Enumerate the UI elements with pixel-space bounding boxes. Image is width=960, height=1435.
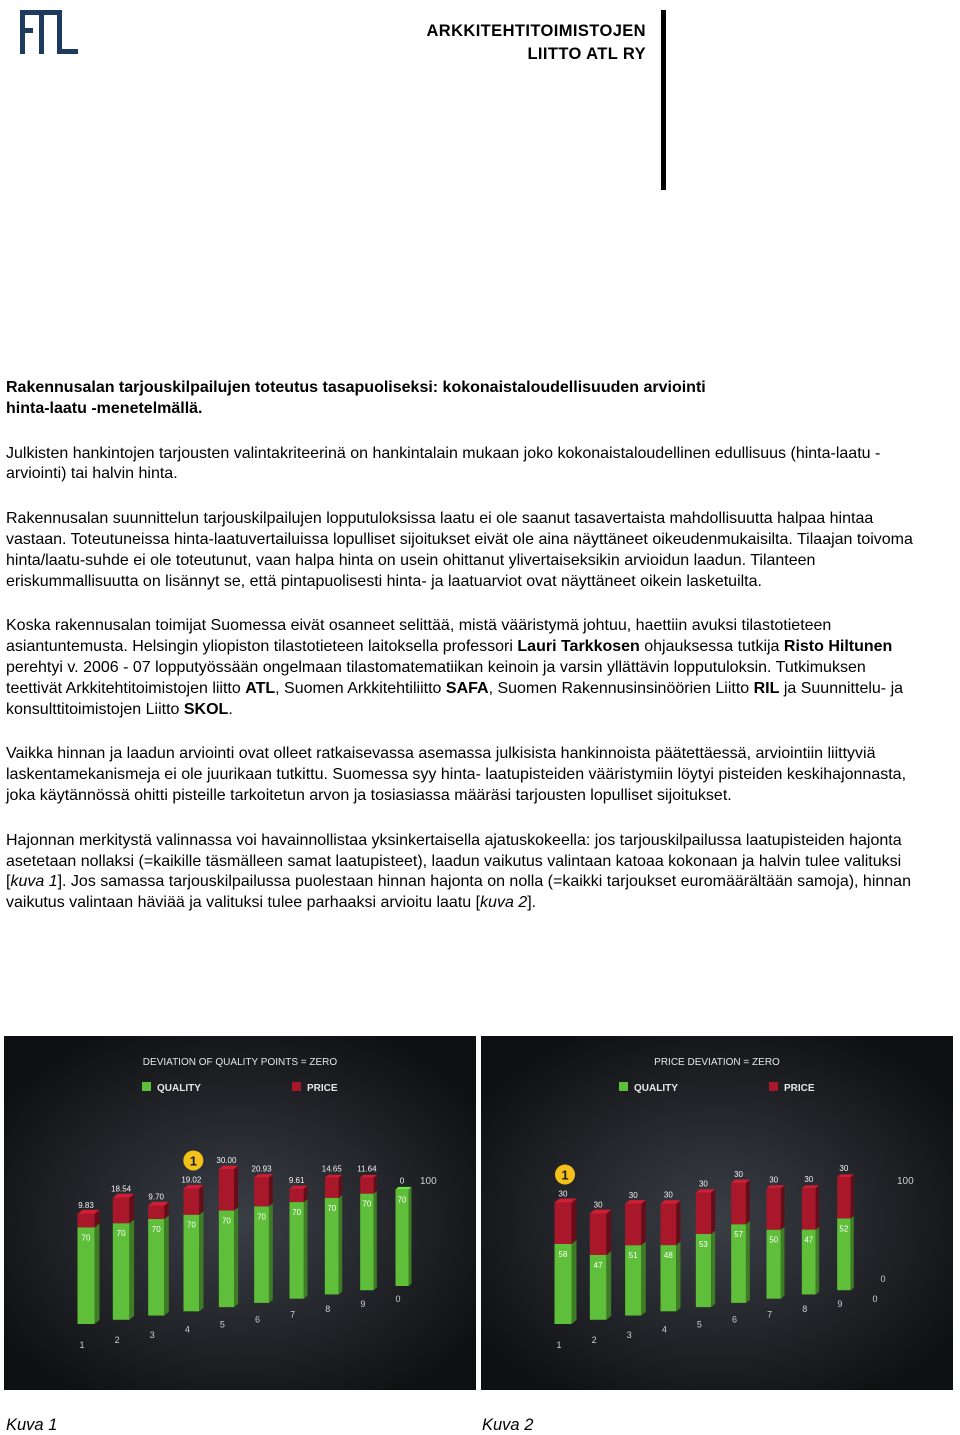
category-label-1: 1 — [556, 1340, 562, 1350]
figure-1-caption: Kuva 1 — [6, 1416, 58, 1434]
bar-price-value-7: 9.61 — [288, 1175, 305, 1185]
bar-price-3 — [625, 1204, 641, 1245]
bar-price-side-8 — [339, 1175, 342, 1198]
category-label-5: 5 — [696, 1319, 702, 1330]
org-name-line2: LIITTO ATL RY — [527, 45, 646, 63]
reference-label: 100 — [420, 1176, 437, 1187]
bar-price-side-5 — [234, 1166, 238, 1211]
bar-zero-label-0: 0 — [880, 1274, 886, 1284]
bar-price-value-6: 30 — [734, 1169, 744, 1179]
category-label-9: 9 — [837, 1299, 843, 1310]
bar-price-5 — [696, 1193, 711, 1234]
bar-price-side-9 — [374, 1175, 377, 1194]
bar-group-8 — [802, 1175, 819, 1314]
bar-price-value-3: 30 — [628, 1190, 638, 1200]
bar-price-2 — [113, 1198, 130, 1224]
legend-swatch-price — [292, 1082, 301, 1091]
category-label-4: 4 — [661, 1324, 667, 1335]
bar-price-side-2 — [129, 1194, 134, 1223]
p3-text-b: ohjauksessa tutkija — [639, 638, 784, 656]
category-label-6: 6 — [732, 1314, 738, 1325]
bar-price-side-7 — [781, 1185, 785, 1229]
bar-quality-side-4 — [676, 1242, 680, 1312]
bar-quality-value-9: 70 — [362, 1199, 372, 1209]
heading-line2: hinta-laatu -menetelmällä. — [6, 399, 203, 417]
article-heading — [6, 378, 926, 420]
bar-price-side-6 — [746, 1180, 750, 1225]
p5-text-b: ]. Jos samassa tarjouskilpailussa puolestaan hinnan hajonta on nolla (=kaikki tarjoukset euromäärältään samoja), hinnan vaikutus valintaan häviää ja valituksi tulee parhaaksi arvioitu laatu [ — [6, 873, 911, 912]
p5-text-a: Hajonnan merkitystä valinnassa voi havainnollistaa yksinkertaisella ajatuskokeella: jos tarjouskilpailussa laatupisteiden hajonta asetetaan nollaksi (=kaikille täsmälleen samat laatupisteet), laadun vaikutus valintaan katoaa kokonaan ja halvin tulee valituksi [ — [6, 831, 902, 891]
bar-quality-side-8 — [816, 1227, 819, 1295]
bar-price-side-6 — [269, 1174, 273, 1206]
bar-quality-side-3 — [164, 1215, 169, 1315]
bar-price-value-6: 20.93 — [251, 1164, 272, 1174]
bar-group-5 — [216, 1156, 238, 1329]
bar-quality-value-3: 51 — [628, 1251, 638, 1261]
bar-price-value-3: 9.70 — [148, 1192, 165, 1202]
p3-safa: SAFA — [445, 679, 489, 697]
bar-price-value-5: 30 — [698, 1179, 708, 1189]
legend-swatch-quality — [619, 1082, 628, 1091]
paragraph-2: Rakennusalan suunnittelun tarjouskilpailujen lopputuloksissa laatu ei ole saanut tasavertaista mahdollisuutta halpaa hintaa vastaan. Toteutuneissa hinta-laatuvertailuissa lopulliset sijoitukset eivät ole aina näyttäneet oikeudenmukaisilta. Tilaajan toivoma hinta/laatu-suhde ei ole toteutunut, vaan halpa hinta on usein ohittanut ylivertaiseksikin arvioidun laadun. Tilanteen eriskummallisuutta on lisännyt se, että pintapuolisesti hinta- ja laatuarviot ovat näyttäneet oikein lasketuilta. — [6, 510, 913, 590]
bar-quality-value-6: 57 — [734, 1230, 744, 1240]
category-label-4: 4 — [184, 1324, 190, 1335]
bar-price-value-4: 30 — [663, 1190, 673, 1200]
org-name-line1: ARKKITEHTITOIMISTOJEN — [426, 22, 646, 40]
bar-quality-side-1 — [95, 1223, 100, 1324]
p3-text-f: ja Suunnittelu- ja konsulttitoimistojen Liitto — [6, 679, 904, 718]
bar-price-side-8 — [816, 1185, 819, 1229]
bar-quality-value-5: 70 — [221, 1216, 231, 1226]
bar-price-value-8: 14.65 — [321, 1164, 342, 1174]
bar-price-5 — [219, 1169, 234, 1210]
bar-group-0 — [395, 1176, 411, 1304]
bar-group-6 — [731, 1170, 750, 1325]
bar-price-9 — [360, 1178, 373, 1194]
chart-title: DEVIATION OF QUALITY POINTS = ZERO — [142, 1057, 338, 1068]
bar-quality-value-1: 70 — [81, 1233, 91, 1243]
bar-quality-value-4: 70 — [186, 1220, 196, 1230]
bar-price-side-1 — [572, 1199, 577, 1244]
bar-quality-value-5: 53 — [698, 1239, 708, 1249]
category-label-7: 7 — [767, 1309, 773, 1320]
p3-ril: RIL — [753, 679, 780, 697]
bar-quality-side-2 — [129, 1219, 134, 1319]
highlight-badge-label: 1 — [561, 1167, 569, 1183]
category-label-9: 9 — [360, 1299, 366, 1310]
bar-price-value-5: 30.00 — [216, 1156, 237, 1166]
category-label-3: 3 — [149, 1329, 155, 1340]
bar-quality-side-7 — [781, 1227, 785, 1299]
p3-text-c: perehtyi v. 2006 - 07 lopputyössään ongelmaan tilastomatematiikan keinoin ja varsin yllättävin lopputuloksin. Tutkimuksen teettivät Arkkitehtitoimistojen liitto — [6, 658, 866, 697]
bar-quality-value-4: 48 — [663, 1251, 673, 1261]
p3-skol: SKOL — [183, 700, 229, 718]
bar-group-7 — [767, 1175, 785, 1319]
bar-price-side-2 — [606, 1210, 611, 1255]
category-label-1: 1 — [79, 1340, 85, 1350]
legend-label-price: PRICE — [784, 1083, 815, 1094]
legend-label-quality: QUALITY — [634, 1083, 678, 1094]
category-label-3: 3 — [626, 1329, 632, 1340]
header-divider — [661, 10, 666, 190]
bar-quality-side-4 — [199, 1211, 203, 1311]
figure-2-chart — [481, 1036, 953, 1390]
bar-price-value-1: 30 — [558, 1189, 568, 1199]
p3-text-d: , Suomen Arkkitehtiliitto — [275, 679, 446, 697]
category-label-7: 7 — [290, 1309, 296, 1320]
highlight-badge-label: 1 — [189, 1153, 197, 1169]
legend-swatch-quality — [142, 1082, 151, 1091]
p3-researcher-name: Risto Hiltunen — [783, 638, 893, 656]
bar-price-value-9: 30 — [839, 1164, 849, 1174]
p3-atl: ATL — [245, 679, 276, 697]
category-label-2: 2 — [591, 1334, 597, 1345]
bar-price-side-4 — [199, 1185, 203, 1215]
bar-group-7 — [289, 1176, 308, 1320]
figure-1-svg — [4, 1036, 476, 1390]
atl-logo-icon — [18, 8, 80, 58]
bar-price-4 — [184, 1188, 200, 1214]
bar-quality-side-0 — [409, 1187, 412, 1286]
bar-price-7 — [290, 1189, 304, 1202]
bar-quality-value-2: 70 — [116, 1229, 126, 1239]
bar-price-value-7: 30 — [769, 1175, 779, 1185]
bar-quality-value-3: 70 — [151, 1224, 161, 1234]
category-label-8: 8 — [802, 1304, 808, 1315]
bar-quality-side-5 — [711, 1231, 715, 1307]
bar-price-value-0: 0 — [399, 1176, 405, 1186]
p3-text-e: , Suomen Rakennusinsinöörien Liitto — [488, 679, 754, 697]
category-label-6: 6 — [255, 1314, 261, 1325]
paragraph-3 — [6, 616, 926, 720]
legend-swatch-price — [769, 1082, 778, 1091]
bar-quality-side-9 — [374, 1191, 377, 1290]
bar-price-9 — [837, 1177, 850, 1218]
legend-label-price: PRICE — [307, 1083, 338, 1094]
chart-background — [481, 1036, 953, 1390]
figure-2-svg — [481, 1036, 953, 1390]
bar-quality-value-8: 47 — [804, 1235, 814, 1245]
bar-quality-value-2: 47 — [593, 1260, 603, 1270]
bar-price-side-3 — [641, 1200, 646, 1245]
chart-title: PRICE DEVIATION = ZERO — [654, 1057, 780, 1068]
bar-quality-side-6 — [746, 1221, 750, 1303]
paragraph-1: Julkisten hankintojen tarjousten valintakriteerinä on hankintalain mukaan joko kokonaistaloudellinen edullisuus (hinta-laatu -arviointi) tai halvin hinta. — [6, 444, 881, 483]
bar-group-9 — [837, 1164, 854, 1309]
paragraph-4: Vaikka hinnan ja laadun arviointi ovat olleet ratkaisevassa asemassa julkisista hankinnoista päätettäessä, arviointiin liittyviä laskentamekanismeja ei ole juurikaan tutkittu. Suomessa syy hinta- laatupisteiden vääristymiin löytyi pisteiden keskihajonnasta, joka käytännössä ohitti pisteille tarkoitetun arvon ja tosiasiassa määräsi tarjousten lopulliset sijoitukset. — [6, 745, 907, 804]
bar-quality-side-8 — [339, 1195, 342, 1294]
heading-line1: Rakennusalan tarjouskilpailujen toteutus tasapuoliseksi: kokonaistaloudellisuuden arviointi — [6, 379, 706, 396]
organization-name — [426, 20, 646, 66]
bar-price-2 — [590, 1214, 607, 1255]
p5-text-c: ]. — [527, 894, 537, 912]
legend-label-quality: QUALITY — [157, 1083, 201, 1094]
bar-price-8 — [802, 1188, 816, 1229]
bar-price-side-9 — [851, 1174, 854, 1218]
bar-quality-side-1 — [572, 1240, 577, 1324]
bar-quality-value-1: 58 — [558, 1249, 568, 1259]
figure-1-chart — [4, 1036, 476, 1390]
bar-quality-side-9 — [851, 1216, 854, 1290]
bar-quality-value-0: 70 — [397, 1195, 407, 1205]
bar-group-4 — [181, 1150, 203, 1334]
bar-quality-side-6 — [269, 1203, 273, 1303]
p3-text-g: . — [228, 700, 233, 718]
category-label-0: 0 — [872, 1294, 878, 1304]
bar-price-6 — [731, 1183, 746, 1224]
bar-group-8 — [322, 1165, 343, 1315]
bar-price-value-9: 11.64 — [357, 1164, 377, 1174]
bar-price-value-2: 18.54 — [111, 1184, 132, 1194]
bar-quality-side-2 — [606, 1251, 611, 1320]
bar-quality-side-7 — [304, 1199, 308, 1299]
category-label-5: 5 — [219, 1319, 225, 1330]
p3-professor-name: Lauri Tarkkosen — [517, 638, 640, 656]
bar-price-side-5 — [711, 1189, 715, 1234]
bar-quality-value-9: 52 — [839, 1224, 849, 1234]
category-label-0: 0 — [395, 1294, 401, 1304]
bar-quality-side-5 — [234, 1207, 238, 1307]
article-body — [6, 378, 926, 938]
bar-price-3 — [148, 1206, 164, 1219]
bar-group-6 — [252, 1164, 273, 1324]
bar-price-1 — [555, 1203, 572, 1244]
paragraph-5 — [6, 831, 926, 914]
category-label-8: 8 — [325, 1304, 331, 1315]
bar-price-side-4 — [676, 1200, 680, 1245]
figure-2-caption: Kuva 2 — [482, 1416, 534, 1434]
bar-quality-value-7: 50 — [769, 1235, 779, 1245]
p3-text-a: Koska rakennusalan toimijat Suomessa eivät osanneet selittää, mistä vääristymä johtuu, haettiin avuksi tilastotieteen asiantuntemusta. Helsingin yliopiston tilastotieteen laitoksella professori — [6, 617, 832, 656]
bar-price-value-4: 19.02 — [181, 1175, 202, 1185]
bar-price-6 — [254, 1177, 269, 1206]
bar-quality-side-3 — [641, 1242, 646, 1316]
bar-quality-value-8: 70 — [327, 1203, 337, 1213]
bar-price-7 — [767, 1188, 781, 1229]
bar-quality-value-7: 70 — [292, 1208, 302, 1218]
category-label-2: 2 — [114, 1334, 120, 1345]
reference-label: 100 — [897, 1176, 914, 1187]
bar-price-8 — [325, 1178, 339, 1198]
bar-price-value-1: 9.83 — [78, 1200, 94, 1210]
bar-price-4 — [661, 1204, 677, 1245]
p5-figure-ref-2: kuva 2 — [480, 894, 528, 912]
bar-price-value-8: 30 — [804, 1175, 814, 1185]
p5-figure-ref-1: kuva 1 — [10, 873, 58, 891]
bar-quality-value-6: 70 — [257, 1212, 267, 1222]
bar-price-value-2: 30 — [593, 1200, 603, 1210]
bar-price-1 — [78, 1214, 95, 1228]
